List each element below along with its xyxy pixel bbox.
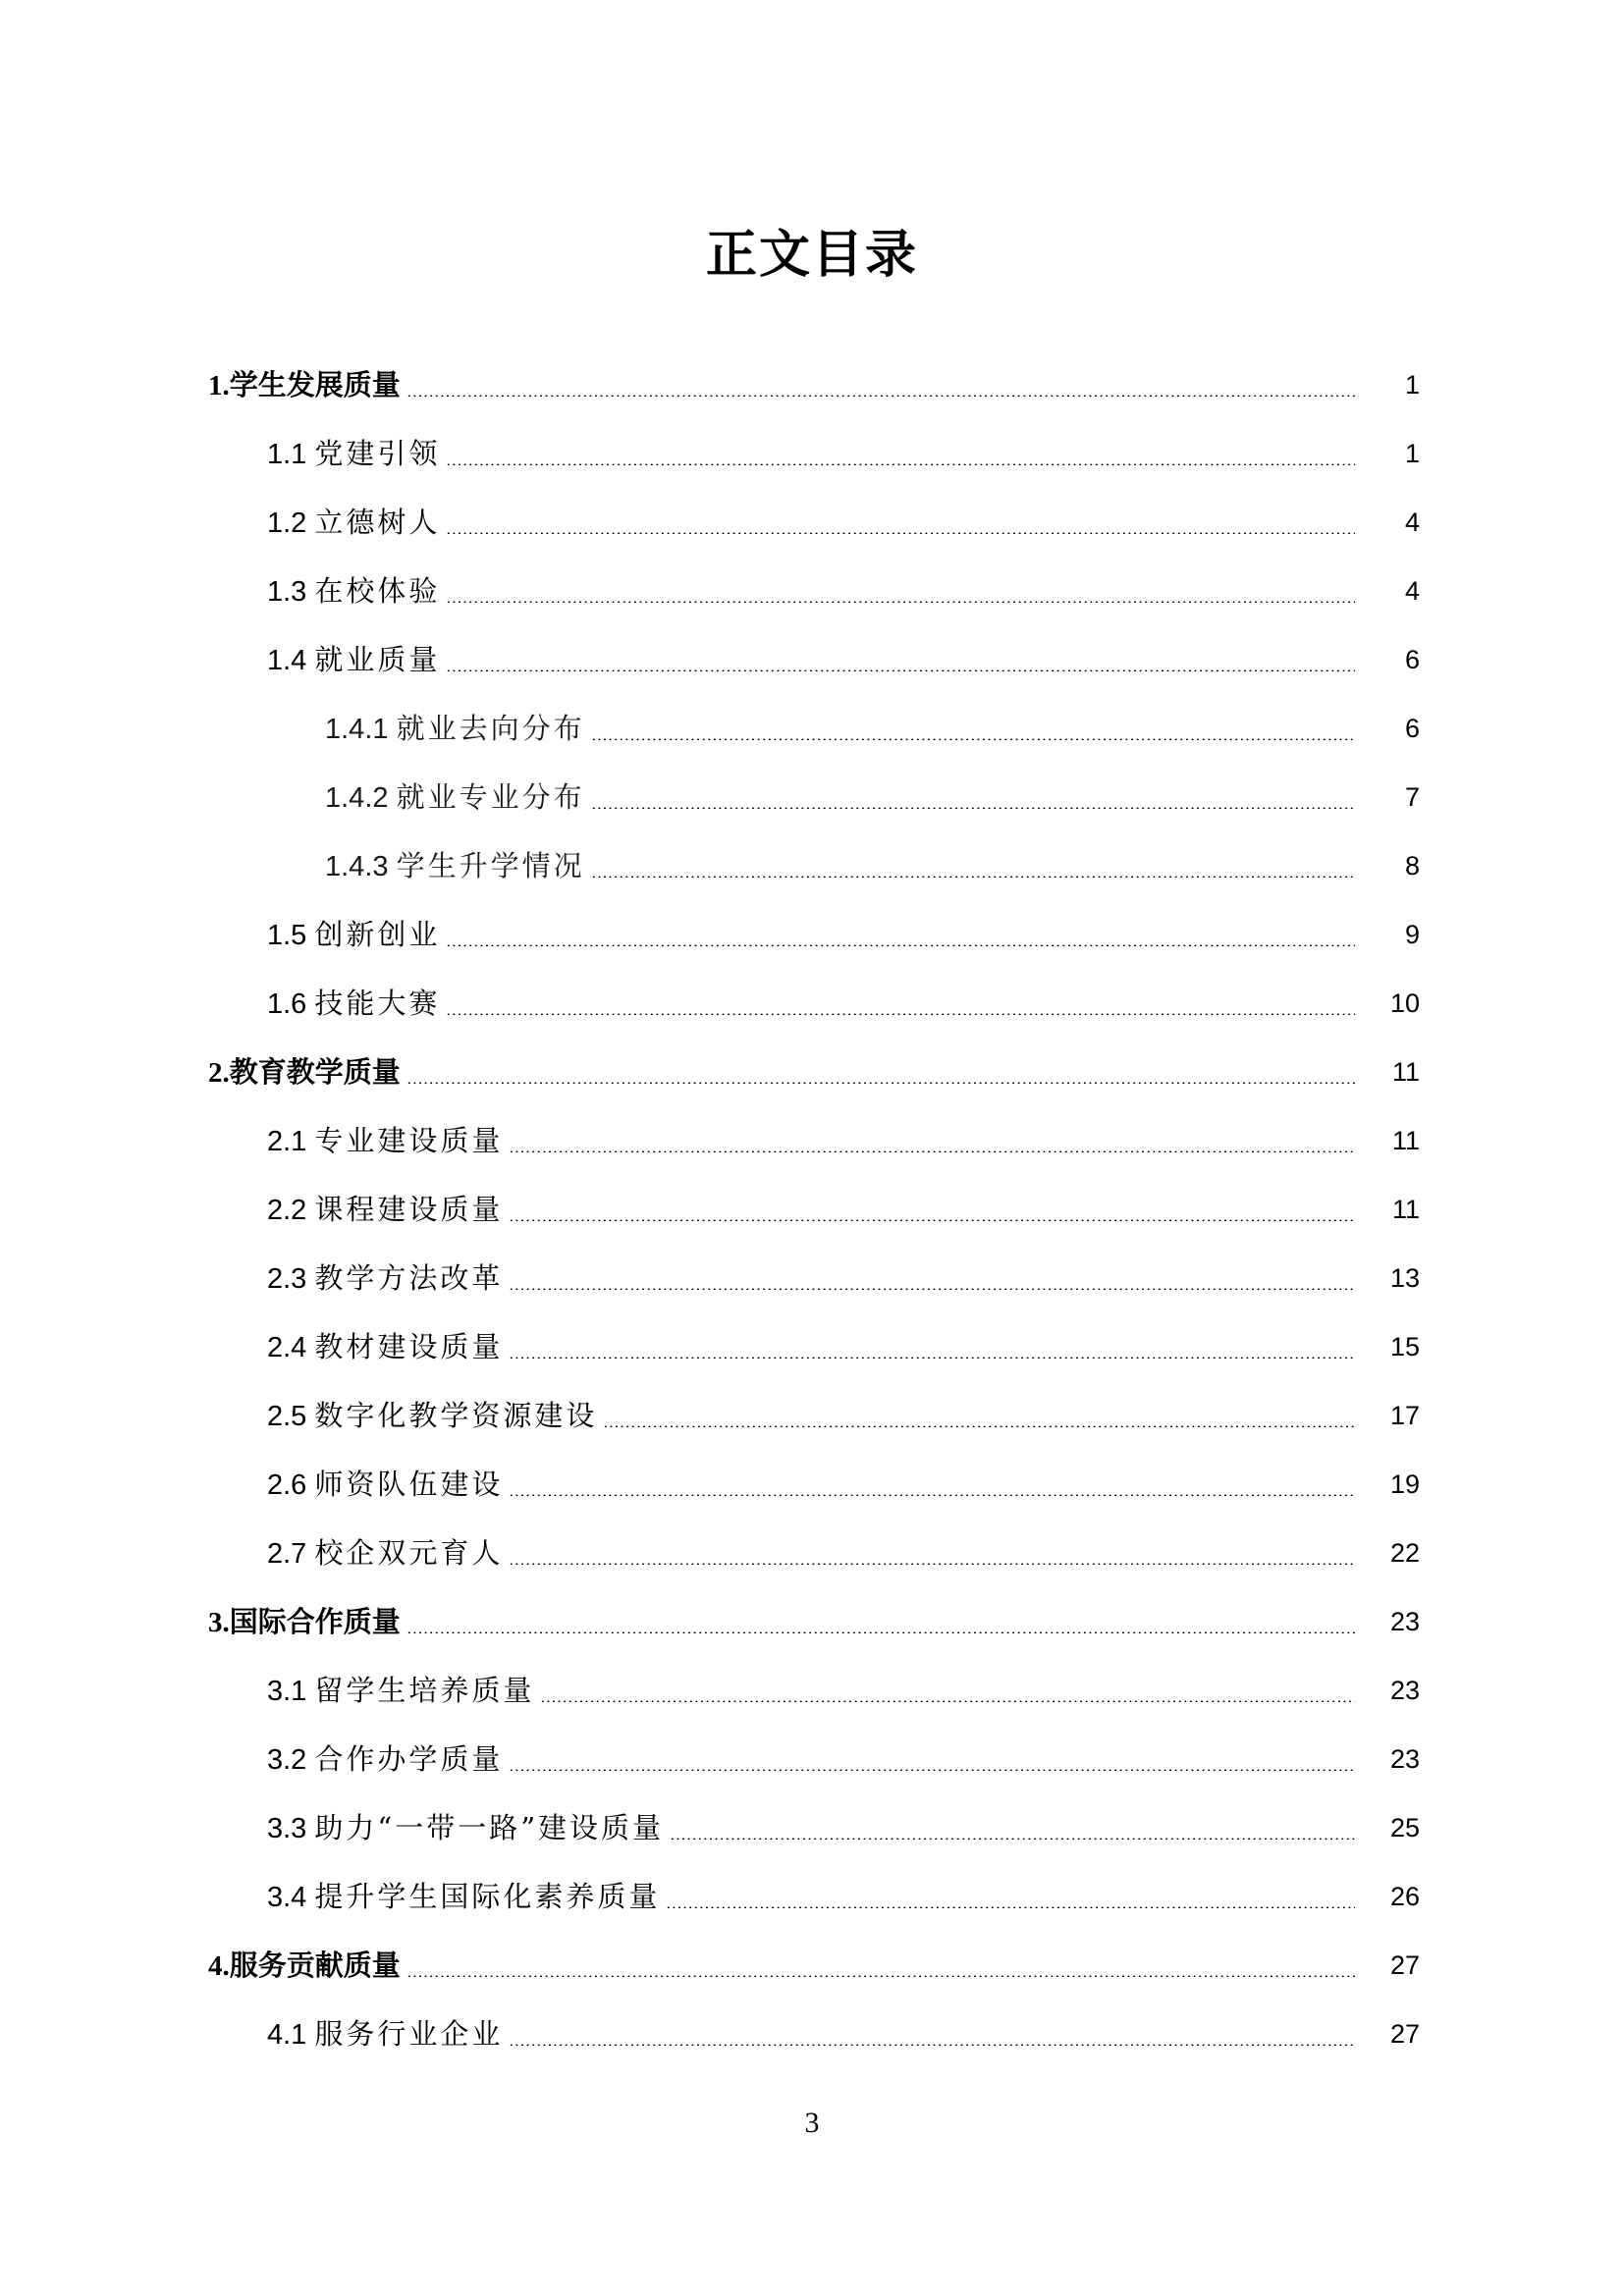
toc-entry-number: 1.1: [267, 438, 315, 470]
toc-entry-page: 23: [1389, 1744, 1420, 1774]
dot-leader: [509, 2044, 1355, 2046]
toc-entry-page: 9: [1404, 920, 1420, 949]
toc-entry[interactable]: [0, 419, 1624, 488]
toc-entry-number: 3.3: [267, 1812, 315, 1844]
dot-leader: [446, 532, 1355, 534]
toc-entry[interactable]: [0, 1244, 1624, 1312]
toc-entry-page: 27: [1389, 1950, 1420, 1980]
dot-leader: [509, 1357, 1355, 1359]
toc-entry[interactable]: [0, 2000, 1624, 2068]
toc-entry-text: 服务行业企业: [314, 2016, 504, 2051]
toc-entry-number: 1.4.1: [325, 713, 397, 745]
toc-entry-title: [267, 1465, 503, 1505]
toc-entry[interactable]: [0, 694, 1624, 763]
toc-entry-page: 15: [1389, 1332, 1420, 1362]
toc-entry[interactable]: [0, 1175, 1624, 1244]
toc-entry-text: 教学方法改革: [314, 1260, 504, 1295]
toc-entry-title: [325, 846, 585, 886]
toc-entry-text: 教材建设质量: [314, 1329, 504, 1363]
toc-entry[interactable]: [0, 350, 1624, 419]
dot-leader: [509, 1150, 1355, 1152]
dot-leader: [591, 738, 1355, 740]
toc-entry-title: [267, 1739, 503, 1780]
dot-leader: [509, 1769, 1355, 1771]
dot-leader: [406, 1631, 1355, 1633]
toc-entry-title: [267, 1258, 503, 1299]
toc-entry[interactable]: [0, 625, 1624, 694]
toc-entry[interactable]: [0, 1587, 1624, 1656]
dot-leader: [446, 601, 1355, 603]
toc-entry-title: [208, 1946, 401, 1986]
toc-entry-title: [267, 640, 440, 680]
toc-entry-text: 党建引领: [314, 436, 441, 470]
toc-entry-page: 8: [1404, 851, 1420, 881]
table-of-contents: [0, 350, 1624, 2068]
toc-entry-page: 25: [1389, 1813, 1420, 1842]
toc-entry-title: [267, 2014, 503, 2055]
toc-entry-title: [267, 434, 440, 474]
dot-leader: [509, 1563, 1355, 1565]
toc-entry-page: 23: [1389, 1676, 1420, 1705]
toc-entry-text: 助力“一带一路”建设质量: [314, 1810, 665, 1844]
toc-entry-title: [267, 1121, 503, 1161]
toc-entry[interactable]: [0, 1038, 1624, 1106]
toc-entry-number: 1.6: [267, 988, 315, 1020]
toc-entry-number: 1.: [208, 369, 230, 401]
toc-entry-page: 1: [1404, 439, 1420, 468]
dot-leader: [509, 1288, 1355, 1290]
toc-entry-page: 4: [1404, 507, 1420, 537]
toc-entry[interactable]: [0, 1862, 1624, 1931]
toc-entry-text: 课程建设质量: [314, 1192, 504, 1226]
toc-entry[interactable]: [0, 557, 1624, 625]
toc-entry-text: 创新创业: [314, 917, 441, 951]
toc-entry-text: 就业质量: [314, 642, 441, 676]
toc-entry-text: 服务贡献质量: [229, 1948, 401, 1982]
toc-entry-title: [267, 1190, 503, 1230]
toc-entry-number: 2.1: [267, 1125, 315, 1157]
toc-entry-number: 1.2: [267, 507, 315, 539]
toc-entry-number: 2.: [208, 1056, 230, 1089]
toc-entry-title: [267, 1671, 534, 1711]
toc-entry-text: 校企双元育人: [314, 1535, 504, 1570]
toc-entry[interactable]: [0, 1381, 1624, 1450]
toc-entry-title: [267, 571, 440, 612]
toc-entry[interactable]: [0, 1931, 1624, 2000]
toc-entry-page: 7: [1404, 782, 1420, 812]
toc-entry[interactable]: [0, 1106, 1624, 1175]
dot-leader: [591, 876, 1355, 878]
toc-entry[interactable]: [0, 1519, 1624, 1587]
toc-entry-title: [267, 1396, 597, 1436]
toc-entry-text: 数字化教学资源建设: [314, 1398, 598, 1432]
toc-entry-page: 13: [1389, 1263, 1420, 1293]
toc-entry-text: 就业专业分布: [396, 779, 585, 814]
toc-entry-title: [267, 984, 440, 1024]
toc-entry-title: [208, 365, 401, 405]
toc-entry-title: [325, 709, 585, 749]
toc-entry-title: [267, 503, 440, 543]
toc-entry[interactable]: [0, 900, 1624, 969]
toc-entry-page: 26: [1389, 1882, 1420, 1911]
dot-leader: [509, 1219, 1355, 1221]
toc-entry-number: 3.: [208, 1606, 230, 1638]
toc-entry-page: 11: [1391, 1057, 1420, 1087]
toc-entry-number: 1.5: [267, 919, 315, 951]
toc-entry[interactable]: [0, 831, 1624, 900]
toc-entry-text: 专业建设质量: [314, 1123, 504, 1157]
toc-entry-number: 2.3: [267, 1262, 315, 1295]
toc-entry-text: 留学生培养质量: [314, 1673, 535, 1707]
dot-leader: [446, 1013, 1355, 1015]
toc-entry-number: 2.5: [267, 1400, 315, 1432]
toc-entry-page: 27: [1389, 2019, 1420, 2049]
toc-entry-number: 1.3: [267, 575, 315, 608]
dot-leader: [406, 395, 1355, 397]
toc-entry-text: 技能大赛: [314, 986, 441, 1020]
toc-entry-text: 就业去向分布: [396, 711, 585, 745]
dot-leader: [406, 1975, 1355, 1977]
toc-entry-page: 6: [1404, 714, 1420, 743]
toc-entry[interactable]: [0, 1725, 1624, 1793]
toc-entry-page: 10: [1389, 988, 1420, 1018]
toc-entry-number: 1.4.2: [325, 781, 397, 814]
toc-entry-number: 1.4.3: [325, 850, 397, 882]
toc-entry-page: 19: [1389, 1469, 1420, 1499]
toc-entry-number: 4.1: [267, 2018, 315, 2051]
toc-entry[interactable]: [0, 488, 1624, 557]
dot-leader: [406, 1082, 1355, 1084]
toc-entry-title: [208, 1602, 401, 1642]
toc-entry-number: 2.6: [267, 1468, 315, 1501]
toc-entry-page: 11: [1391, 1126, 1420, 1155]
dot-leader: [666, 1906, 1355, 1908]
toc-entry-title: [267, 1808, 664, 1848]
dot-leader: [540, 1700, 1355, 1702]
toc-entry-title: [267, 915, 440, 955]
toc-entry-title: [267, 1327, 503, 1367]
toc-entry-page: 4: [1404, 576, 1420, 606]
toc-entry-text: 师资队伍建设: [314, 1467, 504, 1501]
toc-entry-number: 2.2: [267, 1194, 315, 1226]
toc-entry-title: [325, 777, 585, 818]
toc-entry[interactable]: [0, 1312, 1624, 1381]
toc-entry-number: 2.4: [267, 1331, 315, 1363]
toc-entry[interactable]: [0, 969, 1624, 1038]
dot-leader: [509, 1494, 1355, 1496]
dot-leader: [446, 944, 1355, 946]
toc-entry[interactable]: [0, 1656, 1624, 1725]
toc-entry-title: [267, 1877, 660, 1917]
toc-entry-number: 3.2: [267, 1743, 315, 1776]
dot-leader: [446, 669, 1355, 671]
toc-entry[interactable]: [0, 1450, 1624, 1519]
toc-entry-text: 提升学生国际化素养质量: [314, 1879, 661, 1913]
toc-entry-page: 1: [1404, 370, 1420, 400]
toc-entry[interactable]: [0, 763, 1624, 831]
toc-entry-text: 国际合作质量: [229, 1604, 401, 1638]
toc-entry-title: [208, 1052, 401, 1093]
toc-entry[interactable]: [0, 1793, 1624, 1862]
dot-leader: [591, 807, 1355, 809]
dot-leader: [603, 1425, 1355, 1427]
toc-entry-text: 学生发展质量: [229, 367, 401, 401]
toc-entry-text: 学生升学情况: [396, 848, 585, 882]
toc-entry-page: 11: [1391, 1195, 1420, 1224]
dot-leader: [670, 1838, 1355, 1840]
page-number: 3: [804, 2107, 820, 2139]
toc-entry-title: [267, 1533, 503, 1574]
toc-entry-text: 合作办学质量: [314, 1741, 504, 1776]
toc-entry-page: 6: [1404, 645, 1420, 674]
toc-entry-text: 在校体验: [314, 573, 441, 608]
page-title: 正文目录: [705, 225, 918, 285]
toc-entry-number: 4.: [208, 1949, 230, 1982]
toc-entry-number: 2.7: [267, 1537, 315, 1570]
toc-entry-page: 23: [1389, 1607, 1420, 1636]
toc-entry-page: 22: [1389, 1538, 1420, 1568]
dot-leader: [446, 463, 1355, 465]
toc-entry-text: 教育教学质量: [229, 1054, 401, 1089]
toc-entry-page: 17: [1389, 1401, 1420, 1430]
toc-entry-number: 3.1: [267, 1675, 315, 1707]
toc-entry-number: 3.4: [267, 1881, 315, 1913]
toc-entry-text: 立德树人: [314, 505, 441, 539]
toc-entry-number: 1.4: [267, 644, 315, 676]
